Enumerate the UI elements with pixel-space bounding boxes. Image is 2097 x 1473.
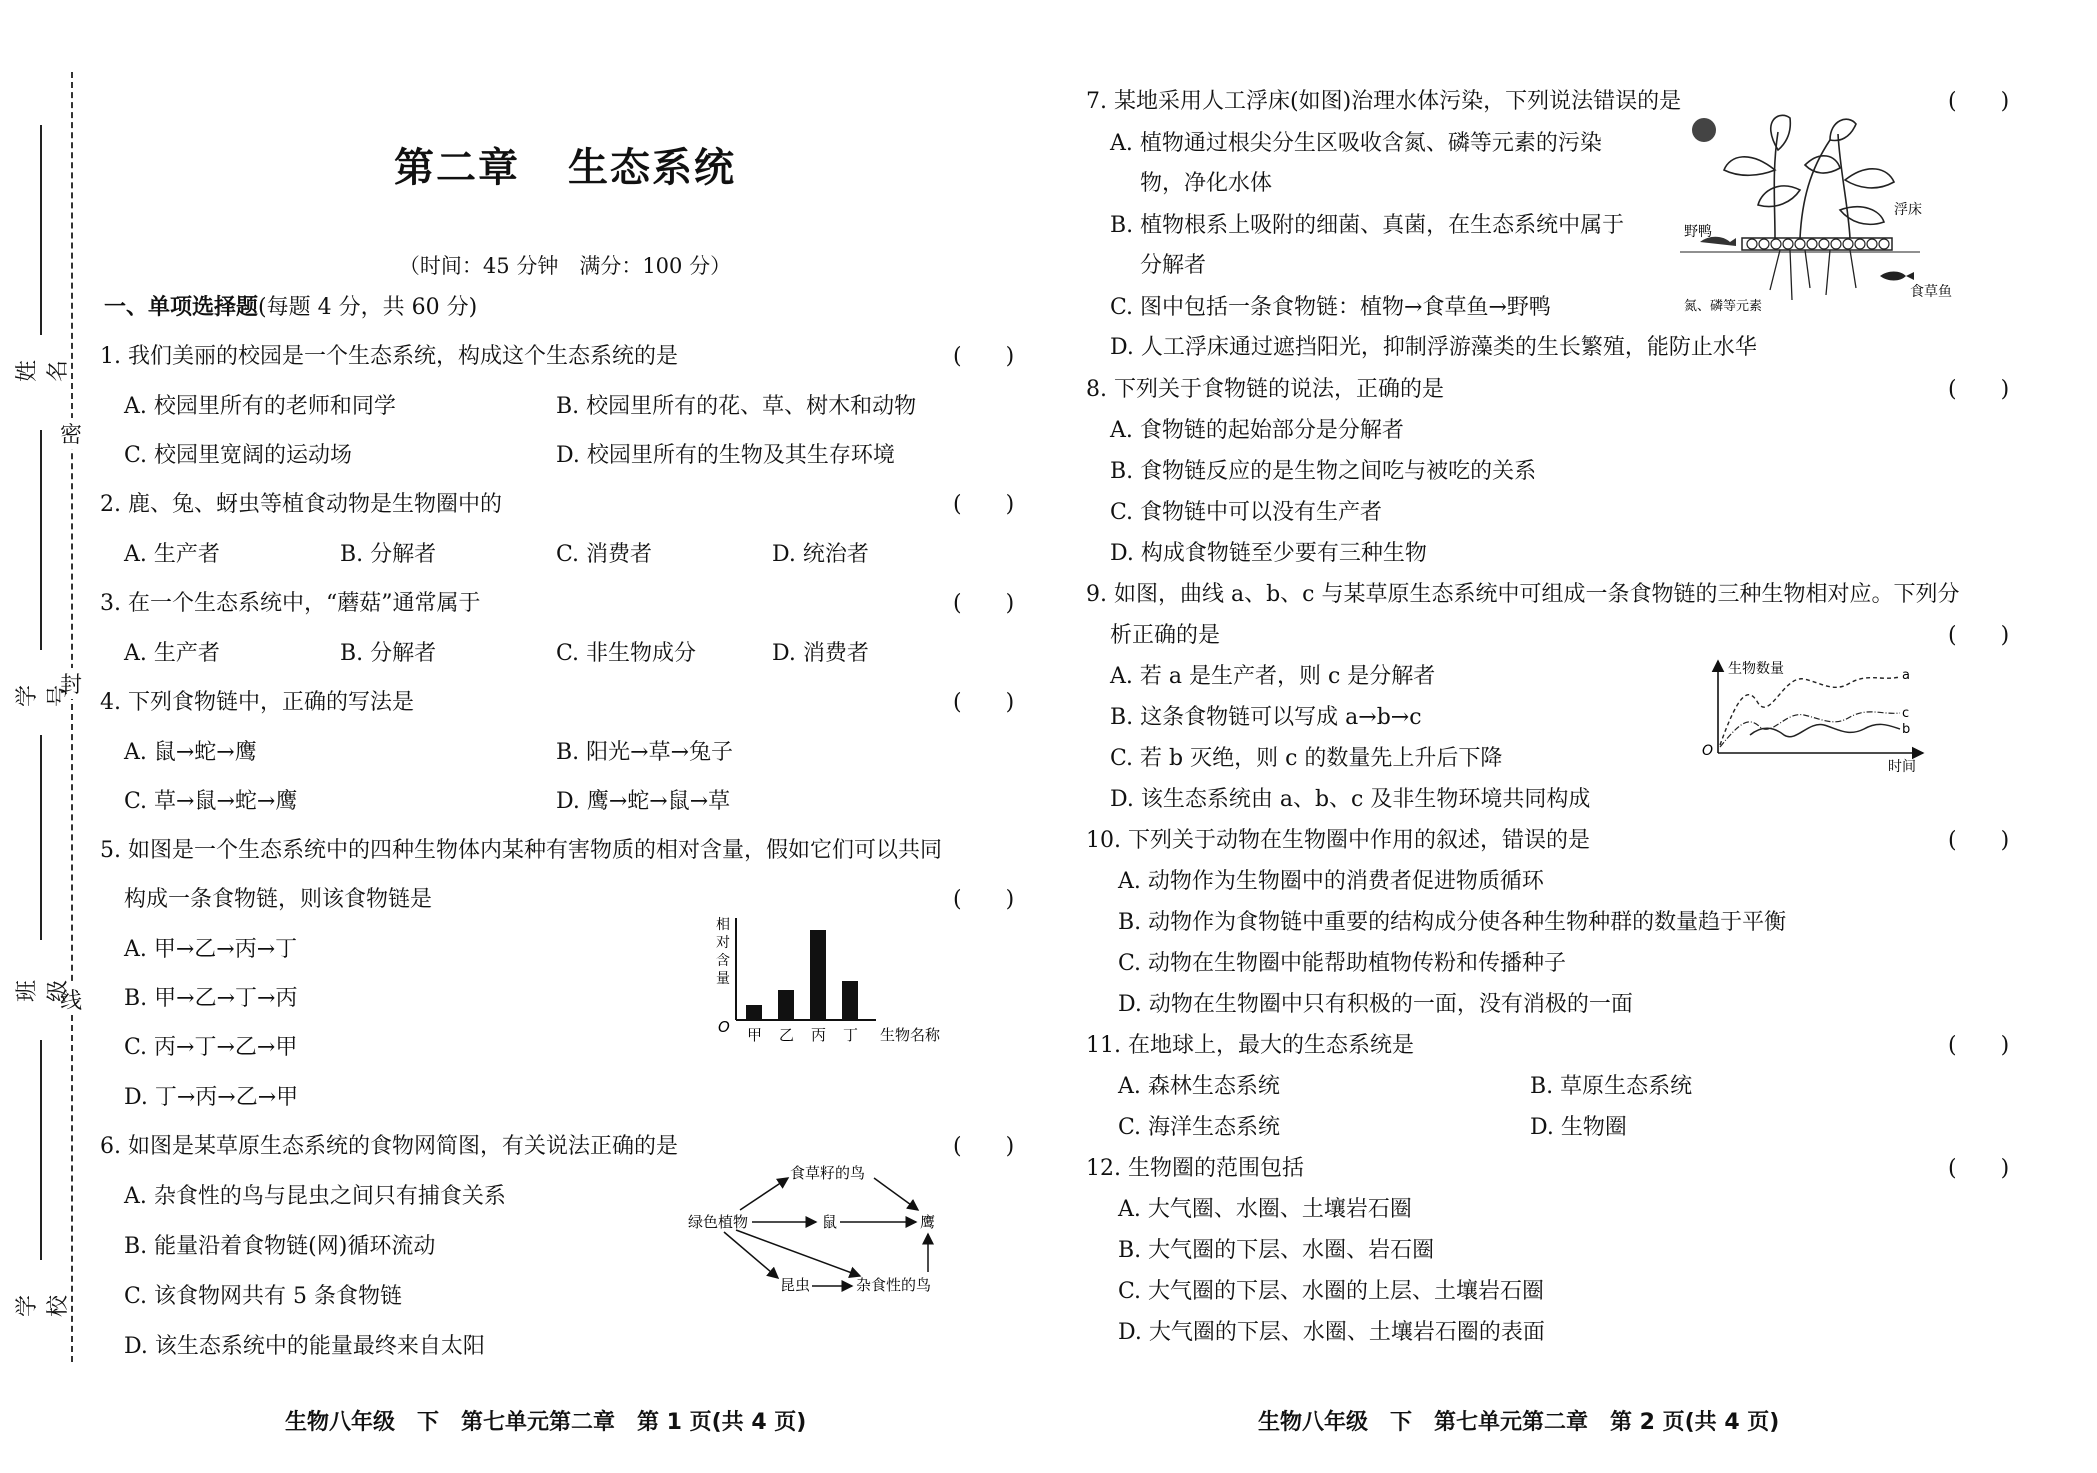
curve-b xyxy=(1750,724,1900,736)
q10-stem: 10. 下列关于动物在生物圈中作用的叙述，错误的是 xyxy=(1086,828,1590,853)
q3-answer-blank[interactable]: ( ) xyxy=(953,591,1015,616)
curve-c xyxy=(1720,712,1900,747)
q12-stem: 12. 生物圈的范围包括 xyxy=(1086,1156,1304,1181)
q2-option-c[interactable]: C. 消费者 xyxy=(556,542,653,567)
q8-option-b[interactable]: B. 食物链反应的是生物之间吃与被吃的关系 xyxy=(1110,459,1537,484)
q6-stem: 6. 如图是某草原生态系统的食物网简图，有关说法正确的是 xyxy=(100,1134,678,1159)
q10-option-a[interactable]: A. 动物作为生物圈中的消费者促进物质循环 xyxy=(1118,869,1544,894)
school-blank-line xyxy=(40,1040,42,1260)
q5-option-a[interactable]: A. 甲→乙→丙→丁 xyxy=(124,937,298,962)
q4-answer-blank[interactable]: ( ) xyxy=(953,690,1015,715)
section-title: 一、单项选择题 xyxy=(104,295,259,320)
q2-option-b[interactable]: B. 分解者 xyxy=(340,542,437,567)
q12-option-d[interactable]: D. 大气圈的下层、水圈、土壤岩石圈的表面 xyxy=(1118,1320,1545,1345)
q7-answer-blank[interactable]: ( ) xyxy=(1948,89,2010,114)
q5-category-label-2: 乙 xyxy=(779,1026,795,1044)
q7-option-c[interactable]: C. 图中包括一条食物链：植物→食草鱼→野鸭 xyxy=(1110,295,1551,320)
q9-population-chart xyxy=(1688,655,1958,775)
q2-option-a[interactable]: A. 生产者 xyxy=(124,542,220,567)
label-nutrients: 氮、磷等元素 xyxy=(1684,299,1763,314)
q7-option-b-line2[interactable]: 分解者 xyxy=(1140,253,1207,278)
q6-food-web-diagram xyxy=(680,1160,980,1310)
q5-option-c[interactable]: C. 丙→丁→乙→甲 xyxy=(124,1035,298,1060)
q1-option-c[interactable]: C. 校园里宽阔的运动场 xyxy=(124,443,353,468)
section-note: (每题 4 分，共 60 分) xyxy=(258,295,478,320)
q5-answer-blank[interactable]: ( ) xyxy=(953,887,1015,912)
section-heading xyxy=(104,290,477,321)
q5-xlabel: 生物名称 xyxy=(880,1026,941,1044)
edge-plant-to-insect xyxy=(724,1232,778,1278)
binding-margin xyxy=(0,0,95,1473)
q6-option-a[interactable]: A. 杂食性的鸟与昆虫之间只有捕食关系 xyxy=(124,1184,506,1209)
q5-category-label-4: 丁 xyxy=(843,1026,859,1044)
q12-option-c[interactable]: C. 大气圈的下层、水圈的上层、土壤岩石圈 xyxy=(1118,1279,1545,1304)
node-mouse: 鼠 xyxy=(822,1213,838,1231)
q8-option-c[interactable]: C. 食物链中可以没有生产者 xyxy=(1110,500,1383,525)
q8-option-d[interactable]: D. 构成食物链至少要有三种生物 xyxy=(1110,541,1427,566)
q3-option-a[interactable]: A. 生产者 xyxy=(124,641,220,666)
q6-option-b[interactable]: B. 能量沿着食物链(网)循环流动 xyxy=(124,1234,436,1259)
q11-option-b[interactable]: B. 草原生态系统 xyxy=(1530,1074,1693,1099)
q5-option-b[interactable]: B. 甲→乙→丁→丙 xyxy=(124,986,298,1011)
q10-answer-blank[interactable]: ( ) xyxy=(1948,828,2010,853)
edge-plant-to-seed-bird xyxy=(740,1178,788,1210)
q10-option-c[interactable]: C. 动物在生物圈中能帮助植物传粉和传播种子 xyxy=(1118,951,1567,976)
label-float-bed: 浮床 xyxy=(1894,202,1922,218)
q5-bar-2 xyxy=(778,990,794,1020)
q7-stem: 7. 某地采用人工浮床(如图)治理水体污染，下列说法错误的是 xyxy=(1086,89,1682,114)
q9-option-a[interactable]: A. 若 a 是生产者，则 c 是分解者 xyxy=(1110,664,1436,689)
left-page xyxy=(0,0,1048,1473)
q1-option-b[interactable]: B. 校园里所有的花、草、树木和动物 xyxy=(556,394,917,419)
node-seed-eating-bird: 食草籽的鸟 xyxy=(790,1164,866,1182)
q5-ylabel-char-3: 含 xyxy=(716,953,730,969)
name-label: 姓名 xyxy=(15,360,71,383)
q1-option-d[interactable]: D. 校园里所有的生物及其生存环境 xyxy=(556,443,895,468)
q4-option-a[interactable]: A. 鼠→蛇→鹰 xyxy=(124,740,257,765)
title-chapter-number: 第二章 xyxy=(394,145,520,191)
q9-origin-label: O xyxy=(1702,743,1714,759)
q6-option-d[interactable]: D. 该生态系统中的能量最终来自太阳 xyxy=(124,1334,485,1359)
q3-option-b[interactable]: B. 分解者 xyxy=(340,641,437,666)
title-chapter-name: 生态系统 xyxy=(568,145,736,191)
chapter-title xyxy=(0,136,1130,193)
right-page-footer: 生物八年级 下 第七单元第二章 第 2 页(共 4 页) xyxy=(1258,1410,1780,1435)
q1-answer-blank[interactable]: ( ) xyxy=(953,344,1015,369)
q1-option-a[interactable]: A. 校园里所有的老师和同学 xyxy=(124,394,396,419)
seal-word-mi: 密 xyxy=(56,418,86,449)
node-green-plant: 绿色植物 xyxy=(688,1213,749,1231)
q9-answer-blank[interactable]: ( ) xyxy=(1948,623,2010,648)
right-page xyxy=(1048,0,2097,1473)
q8-stem: 8. 下列关于食物链的说法，正确的是 xyxy=(1086,377,1444,402)
node-insect: 昆虫 xyxy=(780,1276,811,1294)
fish-icon xyxy=(1880,272,1914,281)
q7-option-a-line1[interactable]: A. 植物通过根尖分生区吸收含氮、磷等元素的污染 xyxy=(1110,131,1602,156)
curve-a-label: a xyxy=(1902,668,1910,683)
roots-illustration xyxy=(1770,250,1856,300)
q5-stem-line1: 5. 如图是一个生态系统中的四种生物体内某种有害物质的相对含量，假如它们可以共同 xyxy=(100,838,942,863)
q4-option-d[interactable]: D. 鹰→蛇→鼠→草 xyxy=(556,789,731,814)
time-score-info: （时间：45 分钟 满分：100 分） xyxy=(398,254,732,278)
q5-bar-4 xyxy=(842,981,858,1020)
q11-option-a[interactable]: A. 森林生态系统 xyxy=(1118,1074,1280,1099)
q10-option-d[interactable]: D. 动物在生物圈中只有积极的一面，没有消极的一面 xyxy=(1118,992,1633,1017)
q4-option-b[interactable]: B. 阳光→草→兔子 xyxy=(556,740,734,765)
q7-floating-bed-diagram xyxy=(1680,110,1980,315)
q4-option-c[interactable]: C. 草→鼠→蛇→鹰 xyxy=(124,789,298,814)
q7-option-a-line2[interactable]: 物，净化水体 xyxy=(1140,171,1273,196)
q12-option-a[interactable]: A. 大气圈、水圈、土壤岩石圈 xyxy=(1118,1197,1412,1222)
q2-stem: 2. 鹿、兔、蚜虫等植食动物是生物圈中的 xyxy=(100,492,502,517)
q5-ylabel-char-1: 相 xyxy=(716,917,730,933)
left-page-footer: 生物八年级 下 第七单元第二章 第 1 页(共 4 页) xyxy=(285,1410,807,1435)
curve-c-label: c xyxy=(1902,706,1910,721)
seal-word-xian: 线 xyxy=(56,984,86,1015)
q11-option-c[interactable]: C. 海洋生态系统 xyxy=(1118,1115,1281,1140)
q5-bar-1 xyxy=(746,1005,762,1020)
q9-ylabel: 生物数量 xyxy=(1728,661,1784,677)
q6-option-c[interactable]: C. 该食物网共有 5 条食物链 xyxy=(124,1284,403,1309)
q3-option-c[interactable]: C. 非生物成分 xyxy=(556,641,697,666)
q8-option-a[interactable]: A. 食物链的起始部分是分解者 xyxy=(1110,418,1404,443)
q3-stem: 3. 在一个生态系统中，“蘑菇”通常属于 xyxy=(100,591,481,616)
q4-stem: 4. 下列食物链中，正确的写法是 xyxy=(100,690,414,715)
student-no-blank-line xyxy=(40,430,42,650)
q7-option-d[interactable]: D. 人工浮床通过遮挡阳光，抑制浮游藻类的生长繁殖，能防止水华 xyxy=(1110,335,1757,360)
q5-origin-label: O xyxy=(718,1018,730,1036)
q9-option-b[interactable]: B. 这条食物链可以写成 a→b→c xyxy=(1110,705,1422,730)
sun-icon xyxy=(1692,118,1716,142)
q10-option-b[interactable]: B. 动物作为食物链中重要的结构成分使各种生物种群的数量趋于平衡 xyxy=(1118,910,1787,935)
q5-category-label-1: 甲 xyxy=(747,1026,763,1044)
q8-answer-blank[interactable]: ( ) xyxy=(1948,377,2010,402)
plant-illustration xyxy=(1724,115,1894,238)
q9-option-c[interactable]: C. 若 b 灭绝，则 c 的数量先上升后下降 xyxy=(1110,746,1503,771)
seal-word-feng: 封 xyxy=(56,668,86,699)
q12-option-b[interactable]: B. 大气圈的下层、水圈、岩石圈 xyxy=(1118,1238,1435,1263)
node-omnivorous-bird: 杂食性的鸟 xyxy=(856,1276,932,1294)
q5-bar-chart xyxy=(690,912,1000,1052)
q2-option-d[interactable]: D. 统治者 xyxy=(772,542,869,567)
q5-stem-line2: 构成一条食物链，则该食物链是 xyxy=(124,887,433,912)
edge-seed-bird-to-eagle xyxy=(874,1178,918,1210)
q11-option-d[interactable]: D. 生物圈 xyxy=(1530,1115,1627,1140)
label-herbivorous-fish: 食草鱼 xyxy=(1910,284,1952,300)
q3-option-d[interactable]: D. 消费者 xyxy=(772,641,869,666)
label-wild-duck: 野鸭 xyxy=(1684,224,1712,240)
q5-bar-3 xyxy=(810,930,826,1020)
q7-option-b-line1[interactable]: B. 植物根系上吸附的细菌、真菌，在生态系统中属于 xyxy=(1110,213,1625,238)
q12-answer-blank[interactable]: ( ) xyxy=(1948,1156,2010,1181)
curve-a xyxy=(1720,677,1900,745)
q5-ylabel-char-4: 量 xyxy=(716,971,730,987)
q5-ylabel-char-2: 对 xyxy=(716,935,730,951)
q9-option-d[interactable]: D. 该生态系统由 a、b、c 及非生物环境共同构成 xyxy=(1110,787,1591,812)
student-no-label: 学号 xyxy=(15,685,71,708)
node-eagle: 鹰 xyxy=(920,1213,936,1231)
q6-answer-blank[interactable]: ( ) xyxy=(953,1134,1015,1159)
curve-b-label: b xyxy=(1902,722,1911,737)
q9-stem-line2: 析正确的是 xyxy=(1110,623,1221,648)
q9-stem-line1: 9. 如图，曲线 a、b、c 与某草原生态系统中可组成一条食物链的三种生物相对应。下列分 xyxy=(1086,582,1960,607)
q1-stem: 1. 我们美丽的校园是一个生态系统，构成这个生态系统的是 xyxy=(100,344,678,369)
class-blank-line xyxy=(40,735,42,940)
class-label: 班级 xyxy=(15,980,71,1003)
q5-category-label-3: 丙 xyxy=(811,1026,827,1044)
q2-answer-blank[interactable]: ( ) xyxy=(953,492,1015,517)
q11-stem: 11. 在地球上，最大的生态系统是 xyxy=(1086,1033,1414,1058)
school-label: 学校 xyxy=(15,1295,71,1318)
q11-answer-blank[interactable]: ( ) xyxy=(1948,1033,2010,1058)
q9-xlabel: 时间 xyxy=(1888,759,1916,775)
q5-option-d[interactable]: D. 丁→丙→乙→甲 xyxy=(124,1085,299,1110)
edge-plant-to-omnivorous-bird xyxy=(736,1230,860,1276)
